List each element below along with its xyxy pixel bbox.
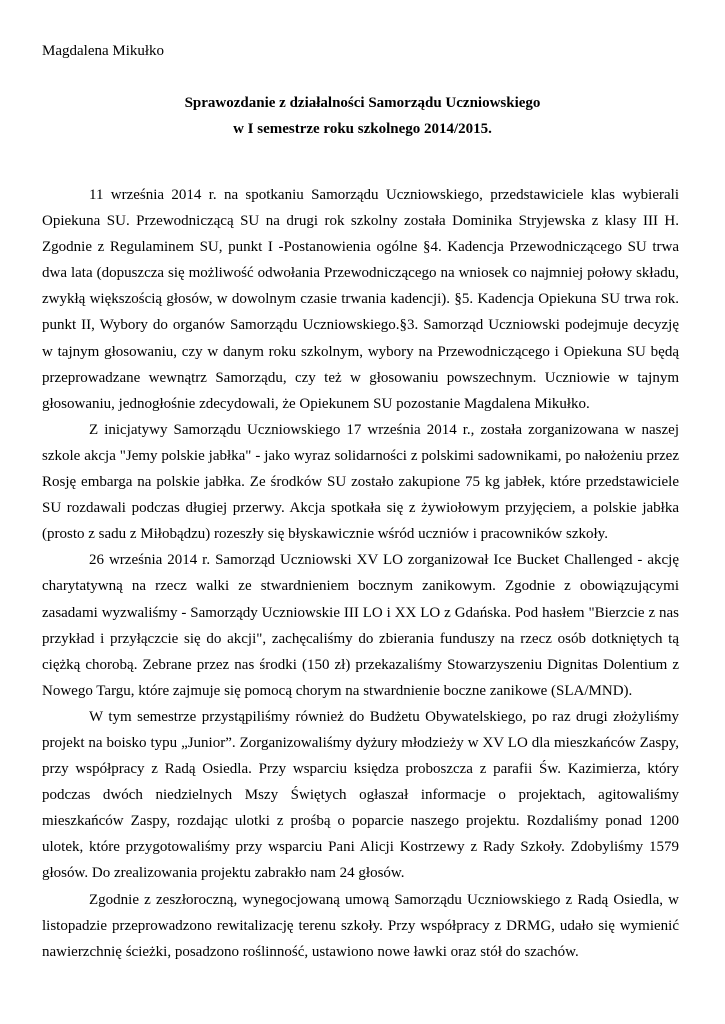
paragraph-ice-bucket-challenge: 26 września 2014 r. Samorząd Uczniowski XV LO zorganizował Ice Bucket Challenged - akcję charytatywną na rzecz walki ze stwardnieniem bocznym zanikowym. Zgodnie z obowiązującymi zasadami wyzwaliśmy - Samorządy Uczniowskie III LO i XX LO z Gdańska. Pod hasłem "Bierzcie z nas przykład i przyłączcie się do akcji", zachęcaliśmy do zbierania funduszy na rzecz osób dotkniętych tą ciężką chorobą. Zebrane przez nas środki (150 zł) przekazaliśmy Stowarzyszeniu Dignitas Dolentium z Nowego Targu, które zajmuje się pomocą chorym na stwardnienie boczne zanikowe (SLA/MND).: [42, 552, 679, 699]
paragraph-elections: 11 września 2014 r. na spotkaniu Samorządu Uczniowskiego, przedstawiciele klas wybierali Opiekuna SU. Przewodniczącą SU na drugi rok szkolny została Dominika Stryjewska z klasy III H. Zgodnie z Regulaminem SU, punkt I -Postanowienia ogólne §4. Kadencja Przewodniczącego SU trwa dwa lata (dopuszcza się możliwość odwołania Przewodniczącego na wniosek co najmniej połowy składu, zwykłą większością głosów, w dowolnym czasie trwania kadencji). §5. Kadencja Opiekuna SU trwa rok. punkt II, Wybory do organów Samorządu Uczniowskiego.§3. Samorząd Uczniowski podejmuje decyzję w tajnym głosowaniu, czy w danym roku szkolnym, wybory na Przewodniczącego i Opiekuna SU będą przeprowadzane wewnątrz Samorządu, czy też w głosowaniu powszechnym. Uczniowie w tajnym głosowaniu, jednogłośnie zdecydowali, że Opiekunem SU pozostanie Magdalena Mikułko.: [42, 187, 679, 412]
report-body: [42, 182, 679, 965]
document-subtitle: w I semestrze roku szkolnego 2014/2015.: [233, 121, 492, 137]
paragraph-apples-campaign: Z inicjatywy Samorządu Uczniowskiego 17 września 2014 r., została zorganizowana w naszej szkole akcja "Jemy polskie jabłka" - jako wyraz solidarności z polskimi sadownikami, po nałożeniu przez Rosję embarga na polskie jabłka. Ze środków SU zostało zakupione 75 kg jabłek, które przedstawiciele SU rozdawali podczas długiej przerwy. Akcja spotkała się z żywiołowym przyjęciem, a polskie jabłka (prosto z sadu z Miłobądzu) rozeszły się błyskawicznie wśród uczniów i pracowników szkoły.: [42, 421, 679, 543]
author-name: Magdalena Mikułko: [42, 43, 165, 59]
paragraph-civic-budget: W tym semestrze przystąpiliśmy również do Budżetu Obywatelskiego, po raz drugi złożyliśmy projekt na boisko typu „Junior”. Zorganizowaliśmy dyżury młodzieży w XV LO dla mieszkańców Zaspy, przy współpracy z Radą Osiedla. Przy wsparciu księdza proboszcza z parafii Św. Kazimierza, który podczas dwóch niedzielnych Mszy Świętych ogłaszał informacje o projektach, agitowaliśmy mieszkańców Zaspy, rozdając ulotki z prośbą o poparcie naszego projektu. Rozdaliśmy ponad 1200 ulotek, które przygotowaliśmy przy wsparciu Pani Alicji Kostrzewy z Rady Szkoły. Zdobyliśmy 1579 głosów. Do zrealizowania projektu zabrakło nam 24 głosów.: [42, 708, 679, 882]
paragraph-school-revitalization: Zgodnie z zeszłoroczną, wynegocjowaną umową Samorządu Uczniowskiego z Radą Osiedla, w listopadzie przeprowadzono rewitalizację terenu szkoły. Przy współpracy z DRMG, udało się wymienić nawierzchnię ścieżki, posadzono roślinność, ustawiono nowe ławki oraz stół do szachów.: [42, 891, 679, 960]
document-title: Sprawozdanie z działalności Samorządu Uczniowskiego: [184, 95, 541, 111]
